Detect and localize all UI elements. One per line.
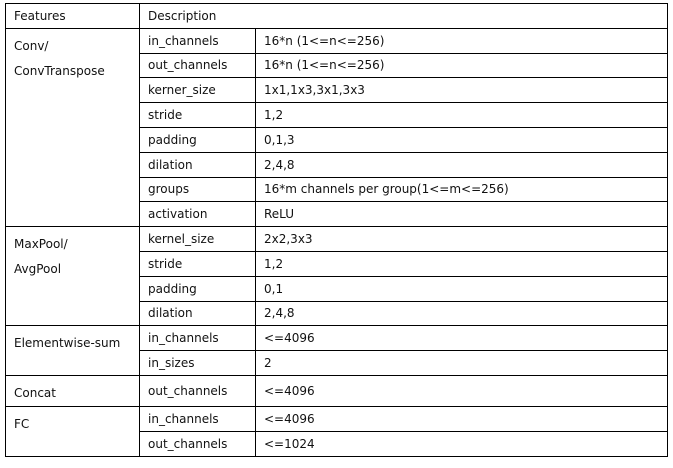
feature-name: Concat xyxy=(14,385,56,400)
feature-name: AvgPool xyxy=(14,262,62,277)
value-cell: 1x1,1x3,3x1,3x3 xyxy=(256,78,668,103)
feature-cell xyxy=(6,375,140,406)
value-cell: 0,1,3 xyxy=(256,127,668,152)
feature-cell xyxy=(6,406,140,456)
feature-name: Conv/ xyxy=(14,38,49,53)
value-cell: 1,2 xyxy=(256,251,668,276)
param-cell: padding xyxy=(140,276,256,301)
feature-cell xyxy=(6,28,140,226)
value-cell: 1,2 xyxy=(256,103,668,128)
param-cell: dilation xyxy=(140,301,256,326)
param-cell: in_sizes xyxy=(140,351,256,376)
value-cell: 2,4,8 xyxy=(256,152,668,177)
param-cell: stride xyxy=(140,103,256,128)
param-cell: out_channels xyxy=(140,53,256,78)
description-header: Description xyxy=(140,4,668,29)
param-cell: activation xyxy=(140,202,256,227)
value-cell: 16*m channels per group(1<=m<=256) xyxy=(256,177,668,202)
param-cell: in_channels xyxy=(140,326,256,351)
feature-name: Elementwise-sum xyxy=(14,336,121,351)
value-cell: 2 xyxy=(256,351,668,376)
param-cell: stride xyxy=(140,251,256,276)
feature-name: ConvTranspose xyxy=(14,63,105,78)
param-cell: padding xyxy=(140,127,256,152)
feature-name: MaxPool/ xyxy=(14,237,68,252)
param-cell: out_channels xyxy=(140,375,256,406)
value-cell: <=4096 xyxy=(256,406,668,431)
header-row xyxy=(6,4,668,29)
features-table xyxy=(5,3,668,457)
feature-cell xyxy=(6,326,140,376)
table-row xyxy=(6,28,668,53)
value-cell: 0,1 xyxy=(256,276,668,301)
param-cell: kerner_size xyxy=(140,78,256,103)
param-cell: out_channels xyxy=(140,431,256,456)
param-cell: in_channels xyxy=(140,406,256,431)
value-cell: 16*n (1<=n<=256) xyxy=(256,53,668,78)
value-cell: <=1024 xyxy=(256,431,668,456)
feature-cell xyxy=(6,227,140,326)
param-cell: groups xyxy=(140,177,256,202)
table-body xyxy=(6,28,668,456)
table-row xyxy=(6,326,668,351)
value-cell: 2x2,3x3 xyxy=(256,227,668,252)
value-cell: <=4096 xyxy=(256,375,668,406)
features-header: Features xyxy=(6,4,140,29)
value-cell: 16*n (1<=n<=256) xyxy=(256,28,668,53)
feature-name: FC xyxy=(14,416,30,431)
table-row xyxy=(6,375,668,406)
param-cell: in_channels xyxy=(140,28,256,53)
value-cell: 2,4,8 xyxy=(256,301,668,326)
param-cell: kernel_size xyxy=(140,227,256,252)
param-cell: dilation xyxy=(140,152,256,177)
value-cell: <=4096 xyxy=(256,326,668,351)
table-row xyxy=(6,227,668,252)
value-cell: ReLU xyxy=(256,202,668,227)
table-row xyxy=(6,406,668,431)
